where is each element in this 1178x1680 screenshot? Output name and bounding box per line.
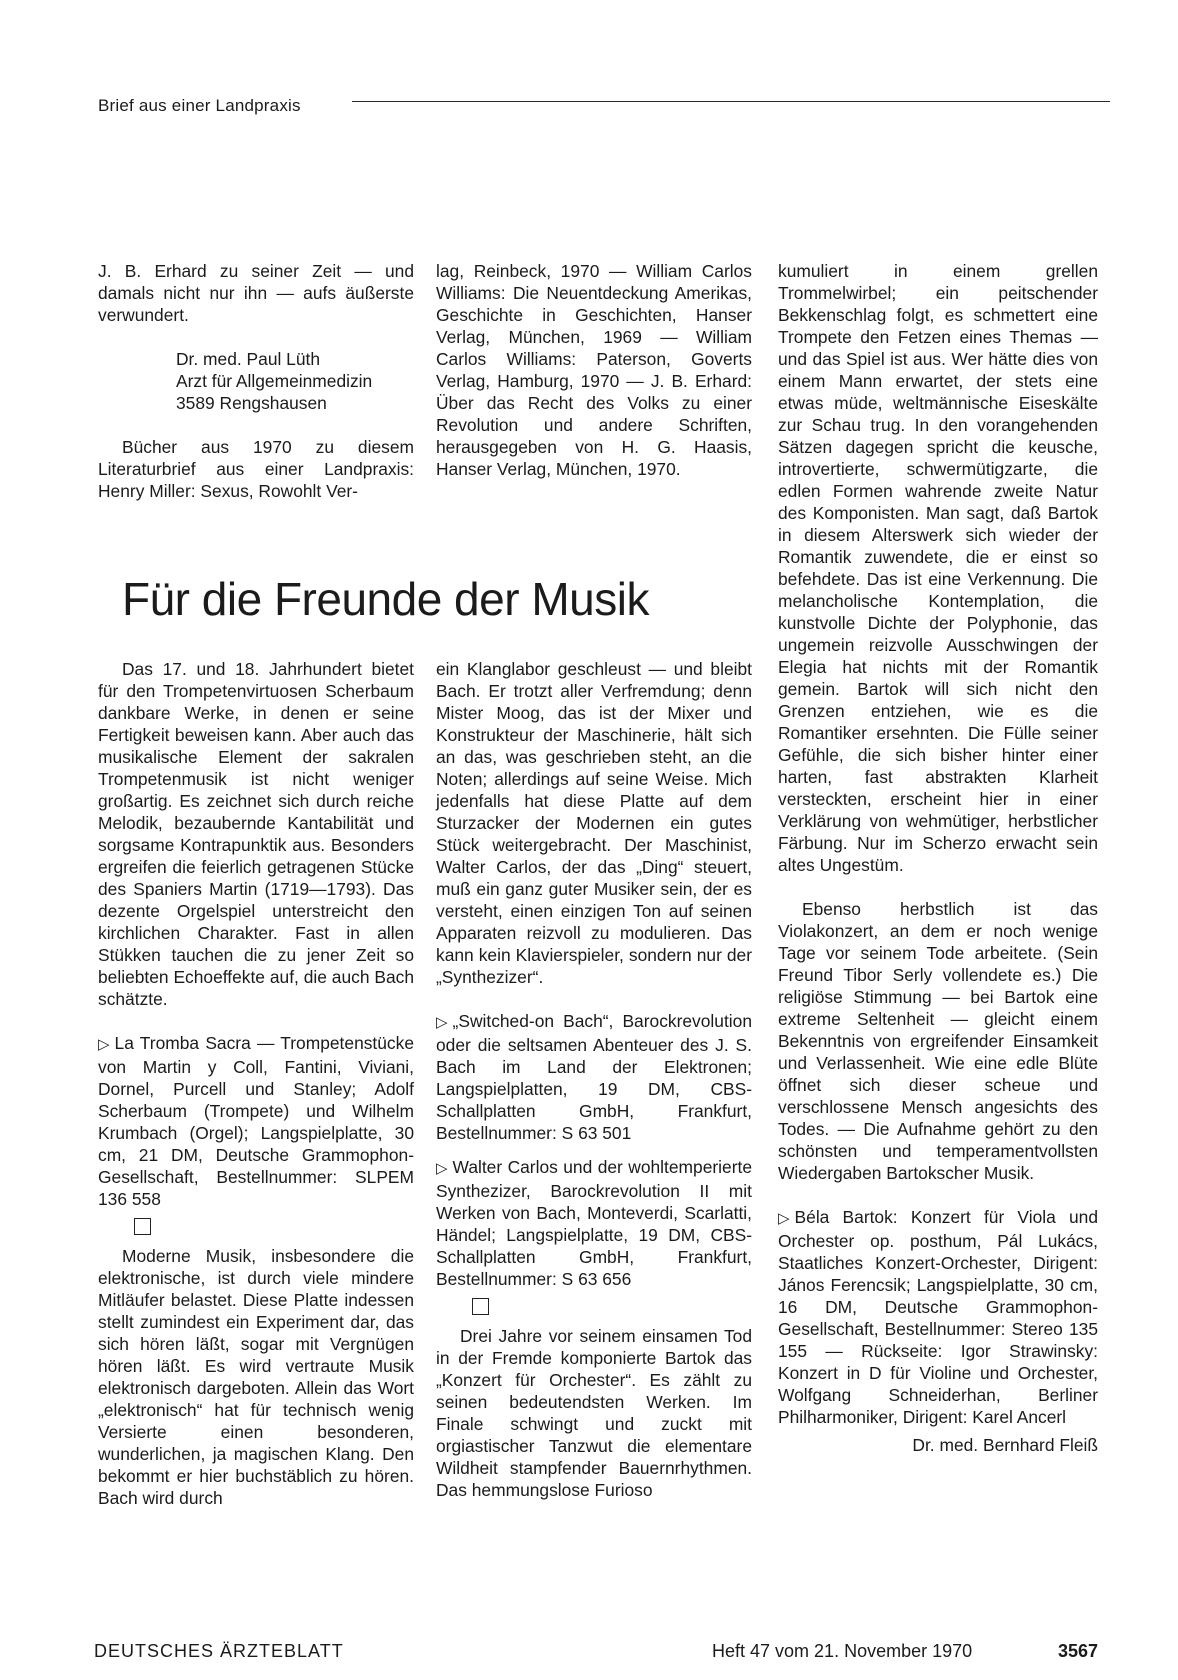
letter-signature [98,348,414,414]
article-column-2 [436,658,752,1501]
signature-line: Arzt für Allgemeinmedizin [176,371,373,391]
article-paragraph: Drei Jahre vor seinem einsamen Tod in der Fremde komponierte Bartok das „Konzert für Orchester“. Es zählt zu seinen bedeutendsten Werken. Im Finale schwingt und zuckt mit orgiastischer Tanzwut die elementare Wildheit stampfender Bauernrhythmen. Das hemmungslose Furioso [436,1326,752,1500]
article-paragraph: Das 17. und 18. Jahrhundert bietet für den Trompetenvirtuosen Scherbaum dankbare Werke, in denen er seine Fertigkeit beweisen kann. Aber auch das musikalische Element der sakralen Trompetenmusik ist nicht weniger großartig. Es zeichnet sich durch reiche Melodik, bezaubernde Kantabilität und sorgsame Kontrapunktik aus. Besonders ergreifen die feierlich getragenen Stücke des Spaniers Martin (1719—1793). Das dezente Orgelspiel unterstreicht den kirchlichen Charakter. Fast in allen Stükken tauchen die zu jener Zeit so beliebten Echoeffekte auf, die auch Bach schätzte. [98,659,414,1009]
triangle-bullet-icon: ▷ [778,1210,790,1227]
upper-column-2 [436,260,752,480]
book-list-intro: Bücher aus 1970 zu diesem Literaturbrief aus einer Landpraxis: Henry Miller: Sexus, Rowohlt Ver- [98,437,414,501]
article-column-3 [778,260,1098,1456]
page-number: 3567 [1058,1641,1099,1661]
record-listing: ▷ „Switched-on Bach“, Barockrevolution oder die seltsamen Abenteuer des J. S. Bach im Land der Elektronen; Langspielplatten, 19 DM, CBS-Schallplatten GmbH, Frankfurt, Bestellnummer: S 63 501 [436,1011,752,1143]
section-header: Brief aus einer Landpraxis [98,96,301,115]
record-listing: ▷ Béla Bartok: Konzert für Viola und Orchester op. posthum, Pál Lukács, Staatliches Konzert-Orchester, Dirigent: János Ferencsik; Langspielplatte, 30 cm, 16 DM, Deutsche Grammophon-Gesellschaft, Bestellnummer: Stereo 135 155 — Rückseite: Igor Strawinsky: Konzert in D für Violine und Orchester, Wolfgang Schneiderhan, Berliner Philharmoniker, Dirigent: Karel Ancerl [778,1207,1098,1427]
issue-info: Heft 47 vom 21. November 1970 [712,1641,973,1661]
section-separator-box [134,1218,151,1235]
section-separator-box [472,1298,489,1315]
signature-line: Dr. med. Paul Lüth [176,349,321,369]
author-signature: Dr. med. Bernhard Fleiß [912,1435,1098,1455]
record-listing: ▷ La Tromba Sacra — Trompetenstücke von Martin y Coll, Fantini, Viviani, Dornel, Purcell und Stanley; Adolf Scherbaum (Trompete) und Wilhelm Krumbach (Orgel); Langspielplatte, 30 cm, 21 DM, Deutsche Grammophon-Gesellschaft, Bestellnummer: SLPEM 136 558 [98,1033,414,1209]
signature-line: 3589 Rengshausen [176,393,327,413]
article-paragraph: Ebenso herbstlich ist das Violakonzert, an dem er noch wenige Tage vor seinem Tode arbeitete. (Sein Freund Tibor Serly vollendete es.) Die religiöse Stimmung — bei Bartok eine extreme Seltenheit — gleicht einem Bekenntnis von ergreifender Einsamkeit und Verlassenheit. Wie eine edle Blüte öffnet sich dieser scheue und verschlossene Mensch angesichts des Todes. — Die Aufnahme gehört zu den schönsten und temperamentvollsten Wiedergaben Bartokscher Musik. [778,899,1098,1183]
journal-name: DEUTSCHES ÄRZTEBLATT [94,1641,344,1661]
article-column-1 [98,658,414,1509]
article-paragraph: kumuliert in einem grellen Trommelwirbel; ein peitschender Bekkenschlag folgt, es schmettert eine Trompete den Fetzen eines Themas — und das Spiel ist aus. Wer hätte dies von einem Mann erwartet, der stets eine etwas müde, weltmännische Eiseskälte zur Schau trug. In den vorangehenden Sätzen dagegen spricht die keusche, introvertierte, schwermütigzarte, die edlen Formen wahrende zweite Natur des Komponisten. Man sagt, daß Bartok in diesem Alterswerk sich wieder der Romantik zuwendete, die er einst so befehdete. Das ist eine Verkennung. Die melancholische Kontemplation, die kunstvolle Dichte der Polyphonie, das ungemein reizvolle Ausschwingen der Elegia hat nichts mit der Romantik gemein. Bartok will sich nicht den Grenzen entziehen, wie es die Romantiker ersehnten. Die Fülle seiner Gefühle, die sich bisher hinter einer harten, fast abstrakten Klarheit versteckten, erscheint hier in einer Verklärung von wehmütiger, herbstlicher Färbung. Nur im Scherzo erwacht sein altes Ungestüm. [778,261,1098,875]
upper-col1-paragraph: J. B. Erhard zu seiner Zeit — und damals nicht nur ihn — aufs äußerste verwundert. [98,261,414,325]
upper-column-1 [98,260,414,502]
article-paragraph: ein Klanglabor geschleust — und bleibt Bach. Er trotzt aller Verfremdung; denn Mister Moog, das ist der Mixer und Konstrukteur der Maschinerie, hält sich an das, was geschrieben steht, an die Noten; allerdings auf seine Weise. Mich jedenfalls hat diese Platte auf dem Sturzacker der Modernen ein gutes Stück weitergebracht. Der Maschinist, Walter Carlos, der das „Ding“ steuert, muß ein ganz guter Musiker sein, der es versteht, einen einzigen Ton auf seinen Apparaten reizvoll zu modulieren. Das kann kein Klavierspieler, sondern nur der „Synthezizer“. [436,659,752,987]
header-rule [352,101,1110,102]
triangle-bullet-icon: ▷ [98,1036,110,1053]
triangle-bullet-icon: ▷ [436,1014,448,1031]
article-title: Für die Freunde der Musik [122,573,649,625]
triangle-bullet-icon: ▷ [436,1160,448,1177]
record-listing: ▷ Walter Carlos und der wohltemperierte Synthezizer, Barockrevolution II mit Werken von Bach, Monteverdi, Scarlatti, Händel; Langspielplatte, 19 DM, CBS-Schallplatten GmbH, Frankfurt, Bestellnummer: S 63 656 [436,1157,752,1289]
book-list-continued: lag, Reinbeck, 1970 — William Carlos Williams: Die Neuentdeckung Amerikas, Geschichte in Geschichten, Hanser Verlag, München, 1969 — William Carlos Williams: Paterson, Goverts Verlag, Hamburg, 1970 — J. B. Erhard: Über das Recht des Volks zu einer Revolution und andere Schriften, herausgegeben von H. G. Haasis, Hanser Verlag, München, 1970. [436,261,752,479]
article-paragraph: Moderne Musik, insbesondere die elektronische, ist durch viele mindere Mitläufer belastet. Diese Platte indessen stellt zumindest ein Experiment dar, das sich hören läßt, sogar mit Vergnügen hören läßt. Es wird vertraute Musik elektronisch dargeboten. Allein das Wort „elektronisch“ hat für technisch wenig Versierte einen besonderen, wunderlichen, ja magischen Klang. Den bekommt er hier buchstäblich zu hören. Bach wird durch [98,1246,414,1508]
